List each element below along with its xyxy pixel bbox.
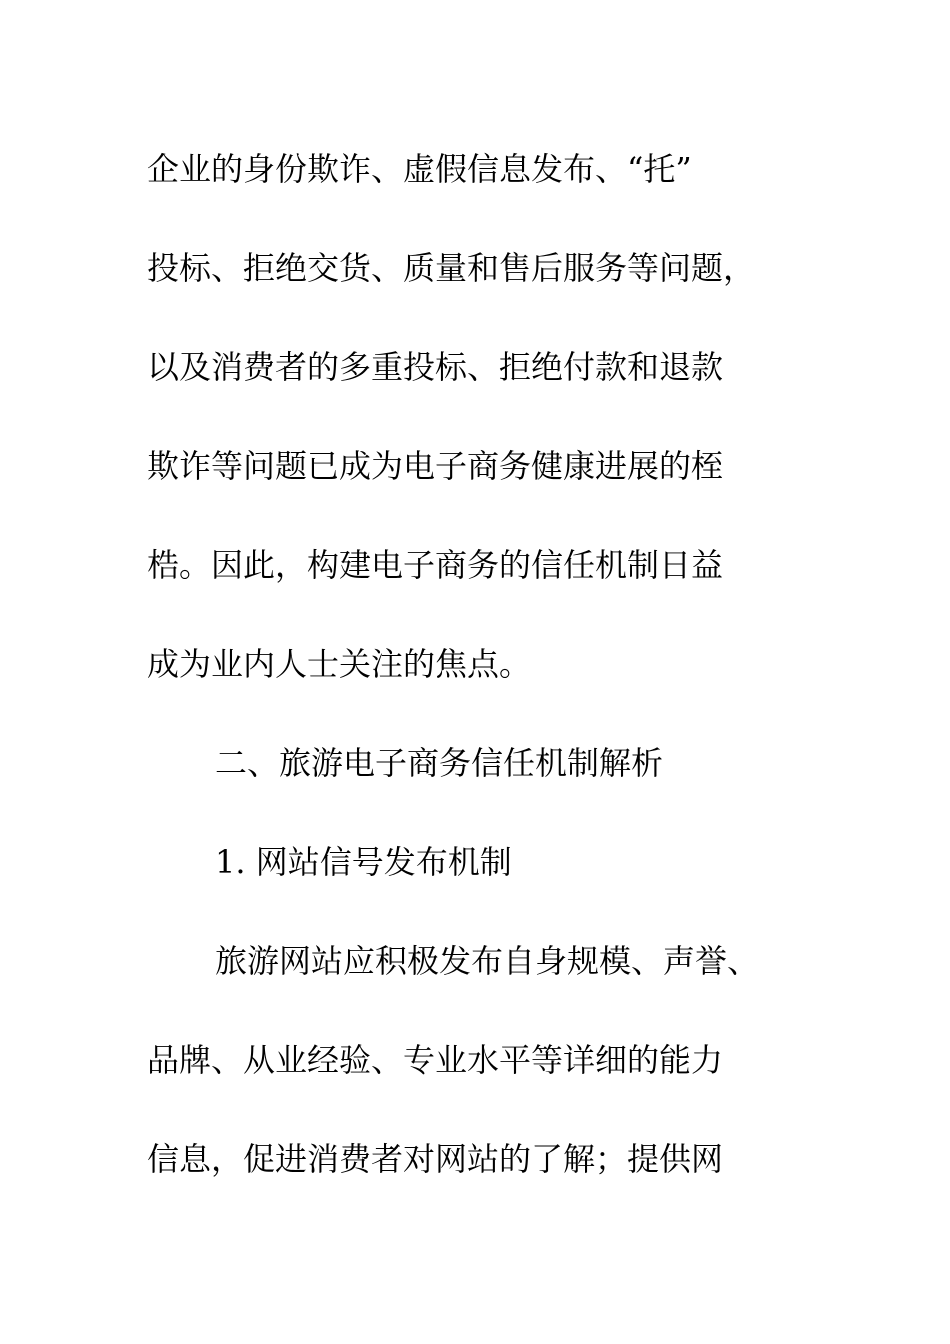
document-body — [147, 120, 807, 1209]
paragraph-line: 投标、拒绝交货、质量和售后服务等问题， — [147, 249, 756, 287]
paragraph-line: 品牌、从业经验、专业水平等详细的能力 — [147, 1041, 724, 1079]
paragraph-line: 以及消费者的多重投标、拒绝付款和退款 — [147, 348, 724, 386]
paragraph-line: 欺诈等问题已成为电子商务健康进展的桎 — [147, 447, 724, 485]
paragraph-line: 梏。因此，构建电子商务的信任机制日益 — [147, 546, 724, 584]
paragraph-line: 企业的身份欺诈、虚假信息发布、“托” — [147, 150, 692, 188]
paragraph-line: 旅游网站应积极发布自身规模、声誉、 — [215, 942, 760, 980]
paragraph-line: 成为业内人士关注的焦点。 — [147, 645, 532, 683]
paragraph-line: 信息，促进消费者对网站的了解；提供网 — [147, 1140, 724, 1178]
section-heading: 二、旅游电子商务信任机制解析 — [215, 744, 664, 782]
subsection-heading: 1. 网站信号发布机制 — [215, 843, 512, 881]
